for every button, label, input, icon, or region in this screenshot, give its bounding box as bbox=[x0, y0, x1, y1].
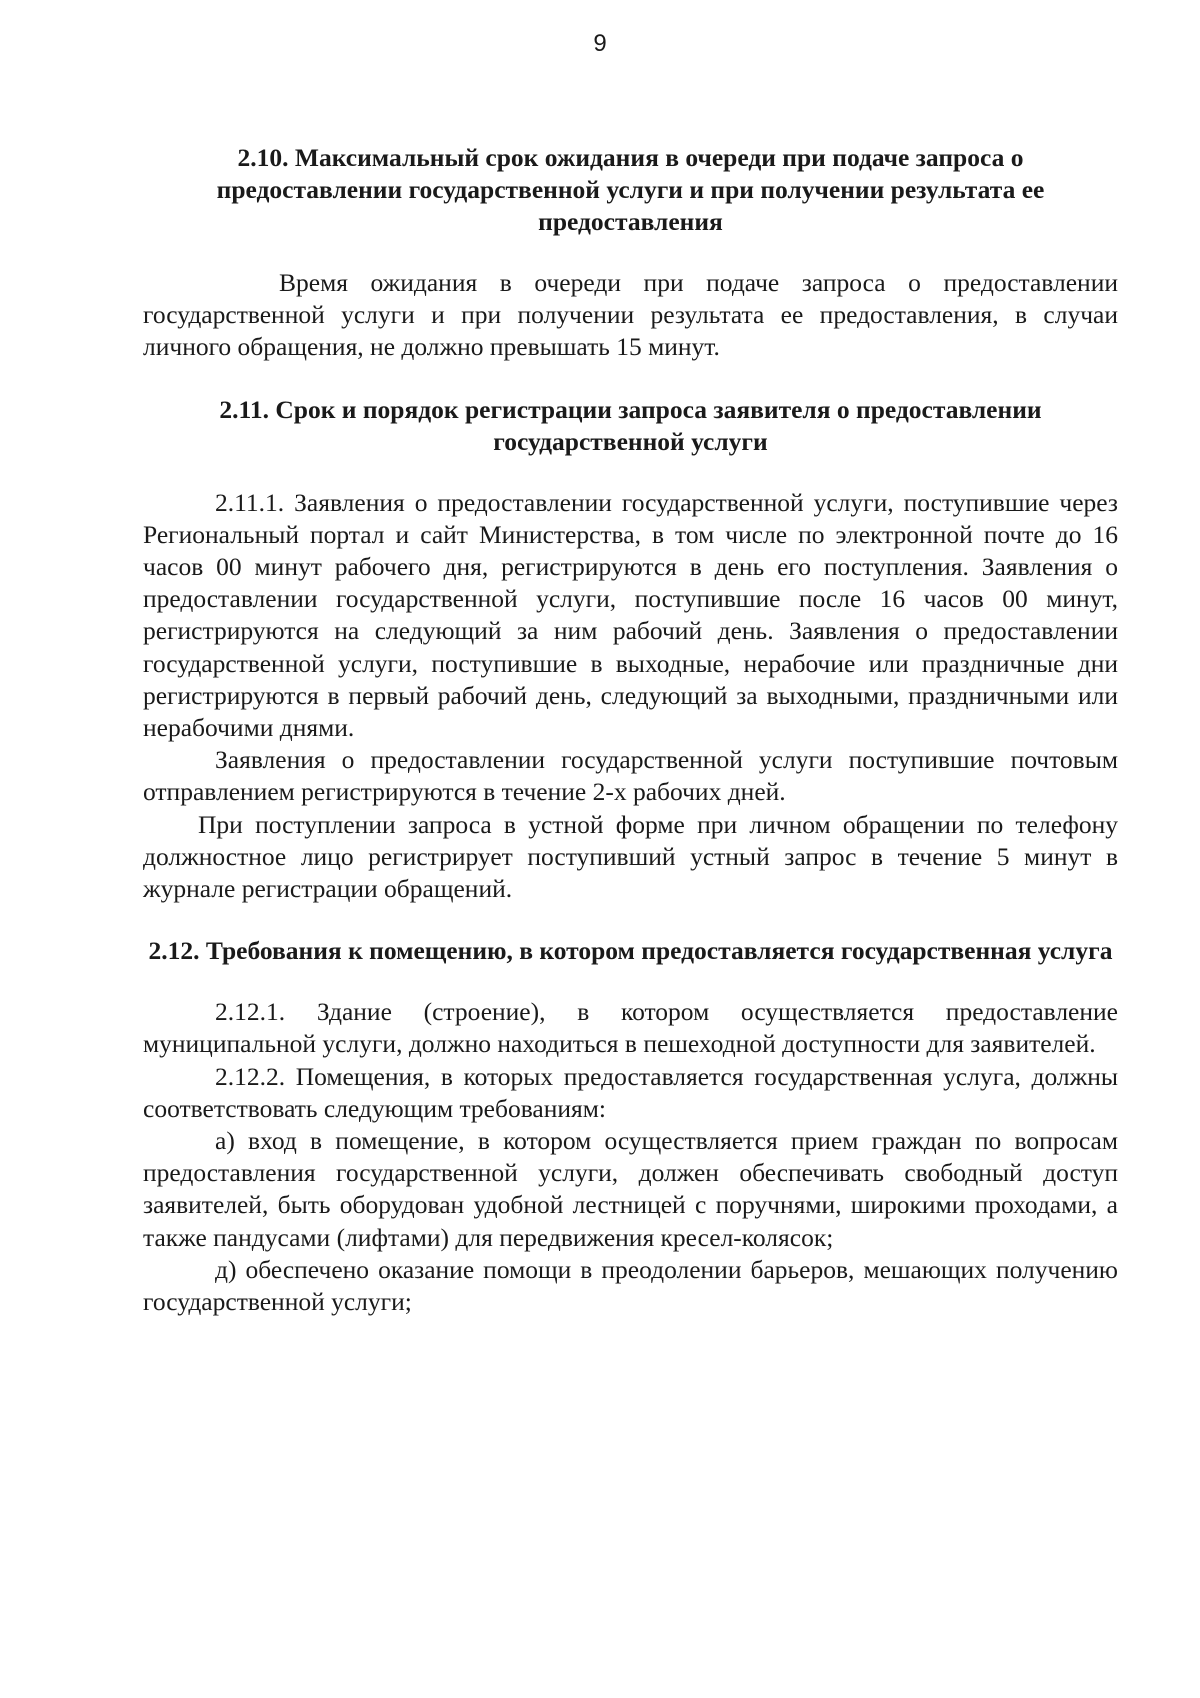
paragraph: 2.11.1. Заявления о предоставлении государственной услуги, поступившие через Региональный портал и сайт Министерства, в том числе по электронной почте до 16 часов 00 минут рабочего дня, регистрируются в день его поступления. Заявления о предоставлении государственной услуги, поступившие после 16 часов 00 минут, регистрируются на следующий за ним рабочий день. Заявления о предоставлении государственной услуги, поступившие в выходные, нерабочие или праздничные дни регистрируются в первый рабочий день, следующий за выходными, праздничными или нерабочими днями. bbox=[143, 487, 1118, 743]
paragraph: 2.12.1. Здание (строение), в котором осуществляется предоставление муниципальной услуги, должно находиться в пешеходной доступности для заявителей. bbox=[143, 997, 1118, 1059]
page-number: 9 bbox=[593, 30, 607, 57]
paragraph: Заявления о предоставлении государственной услуги поступившие почтовым отправлением регистрируются в течение 2-х рабочих дней. bbox=[143, 745, 1118, 807]
section-heading-2-12: 2.12. Требования к помещению, в котором предоставляется государственная услуга bbox=[148, 936, 1113, 966]
paragraph: д) обеспечено оказание помощи в преодолении барьеров, мешающих получению государственной услуги; bbox=[143, 1254, 1118, 1317]
section-heading-2-10: 2.10. Максимальный срок ожидания в очереди при подаче запроса о предоставлении государственной услуги и при получении результата ее предоставления bbox=[216, 143, 1045, 236]
document-body bbox=[143, 142, 1118, 1318]
section-heading-2-11: 2.11. Срок и порядок регистрации запроса заявителя о предоставлении государственной услуги bbox=[219, 394, 1042, 456]
paragraph: а) вход в помещение, в котором осуществляется прием граждан по вопросам предоставления государственной услуги, должен обеспечивать свободный доступ заявителей, быть оборудован удобной лестницей с поручнями, широкими проходами, а также пандусами (лифтами) для передвижения кресел-колясок; bbox=[143, 1126, 1118, 1252]
paragraph: Время ожидания в очереди при подаче запроса о предоставлении государственной услуги и при получении результата ее предоставления, в случаи личного обращения, не должно превышать 15 минут. bbox=[143, 268, 1118, 362]
paragraph: При поступлении запроса в устной форме при личном обращении по телефону должностное лицо регистрирует поступивший устный запрос в течение 5 минут в журнале регистрации обращений. bbox=[143, 809, 1118, 904]
paragraph: 2.12.2. Помещения, в которых предоставляется государственная услуга, должны соответствовать следующим требованиям: bbox=[143, 1061, 1118, 1123]
